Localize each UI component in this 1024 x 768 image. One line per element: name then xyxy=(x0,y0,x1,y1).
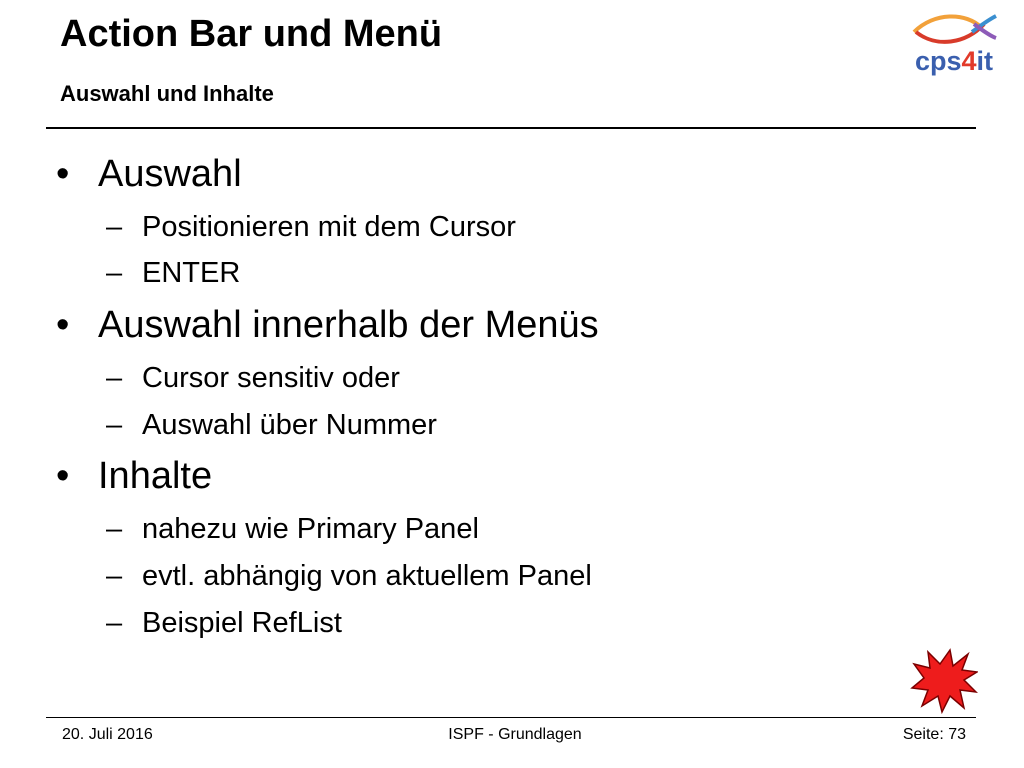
sub-item-text: Cursor sensitiv oder xyxy=(142,361,400,394)
bullet-marker: • xyxy=(56,304,70,347)
bullet-item-inhalte xyxy=(56,454,896,500)
bullet-text: Auswahl innerhalb der Menüs xyxy=(98,304,599,347)
sub-item-text: Positionieren mit dem Cursor xyxy=(142,210,516,243)
dash-marker: – xyxy=(106,606,123,639)
sub-item xyxy=(56,210,896,245)
sub-item-text: Beispiel RefList xyxy=(142,606,342,639)
footer-page-number: Seite: 73 xyxy=(902,726,966,743)
sub-list xyxy=(56,210,896,292)
red-starburst-icon xyxy=(910,648,978,714)
logo-text: cps4it xyxy=(914,46,994,76)
sub-list xyxy=(56,361,896,443)
sub-item-text: ENTER xyxy=(142,257,241,290)
footer-date: 20. Juli 2016 xyxy=(62,726,153,743)
sub-item xyxy=(56,361,896,396)
sub-item-text: evtl. abhängig von aktuellem Panel xyxy=(142,559,592,592)
dash-marker: – xyxy=(106,512,123,545)
bullet-item-auswahl-menues xyxy=(56,303,896,349)
title-divider xyxy=(46,127,976,129)
dash-marker: – xyxy=(106,210,123,243)
bullet-text: Inhalte xyxy=(98,455,213,498)
dash-marker: – xyxy=(106,257,123,290)
sub-item xyxy=(56,559,896,594)
sub-item xyxy=(56,606,896,641)
footer-divider xyxy=(46,717,976,718)
bullet-text: Auswahl xyxy=(98,153,242,195)
sub-item-text: Auswahl über Nummer xyxy=(142,408,437,441)
sub-item xyxy=(56,512,896,547)
dash-marker: – xyxy=(106,559,123,592)
dash-marker: – xyxy=(106,408,123,441)
sub-list xyxy=(56,512,896,640)
page-subtitle: Auswahl und Inhalte xyxy=(60,81,274,106)
sub-item xyxy=(56,256,896,291)
page-title: Action Bar und Menü xyxy=(60,13,443,55)
sub-item-text: nahezu wie Primary Panel xyxy=(142,512,479,545)
sub-item xyxy=(56,408,896,443)
slide-content xyxy=(56,152,896,640)
bullet-marker: • xyxy=(56,455,70,498)
dash-marker: – xyxy=(106,361,123,394)
footer-title: ISPF - Grundlagen xyxy=(448,726,582,743)
bullet-item-auswahl xyxy=(56,152,896,198)
bullet-marker: • xyxy=(56,153,70,195)
fish-logo-icon xyxy=(904,10,1004,80)
